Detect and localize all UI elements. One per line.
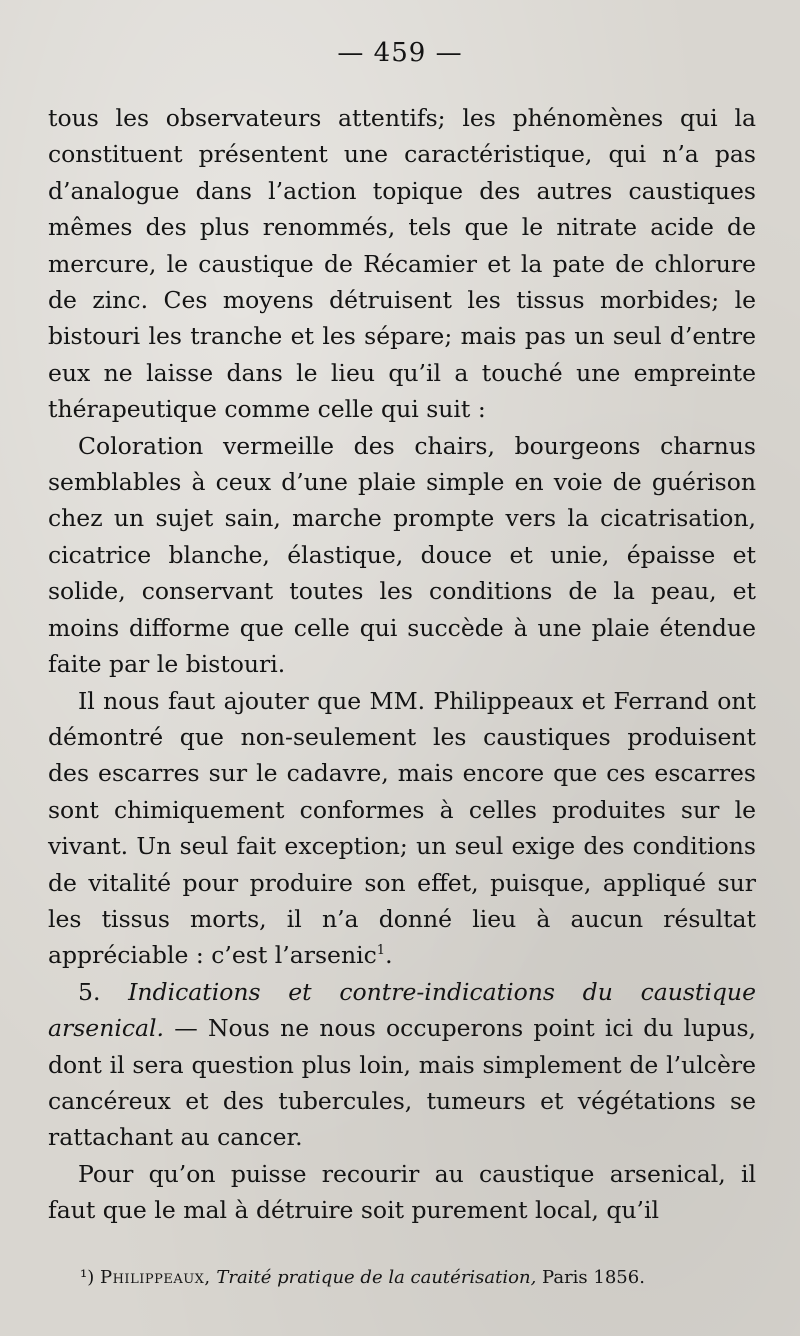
paragraph-continuation — [48, 100, 756, 428]
paragraph-end: . — [385, 941, 393, 970]
footnote-imprint: Paris 1856. — [542, 1267, 645, 1288]
paragraph-text: Il nous faut ajouter que MM. Philippeaux et Ferrand ont démontré que non-seulement les caustiques produisent des escarres sur le cadavre, mais encore que ces escarres sont chimiquement conformes à celles produites sur le vivant. Un seul fait exception; un seul exige des conditions de vitalité pour produire son effet, puisque, appliqué sur les tissus morts, il n’a donné lieu à aucun résultat appréciable : c’est l’arsenic — [48, 686, 756, 970]
section-number: 5. — [78, 977, 129, 1006]
paragraph-philippeaux-ferrand — [48, 683, 756, 974]
footnote-marker: ¹) — [80, 1267, 95, 1288]
paragraph-section-5 — [48, 974, 756, 1156]
section-heading: Indications et contre-indications du caustique arsenical. — [48, 977, 756, 1043]
footnote-author: Philippeaux, — [99, 1267, 211, 1288]
page-number: — 459 — — [337, 38, 463, 68]
paragraph-pour-quon — [48, 1156, 756, 1229]
body-text — [48, 100, 756, 1229]
footnote-title: Traité pratique de la cautérisation, — [216, 1267, 537, 1288]
paragraph-text: tous les observateurs attentifs; les phénomènes qui la constituent présentent une caractéristique, qui n’a pas d’analogue dans l’action topique des autres caustiques mêmes des plus renommés, tels que le nitrate acide de mercure, le caustique de Récamier et la pate de chlorure de zinc. Ces moyens détruisent les tissus morbides; le bistouri les tranche et les sépare; mais pas un seul d’entre eux ne laisse dans le lieu qu’il a touché une empreinte thérapeutique comme celle qui suit : — [48, 104, 756, 424]
paragraph-text: — Nous ne nous occuperons point ici du lupus, dont il sera question plus loin, mais simplement de l’ulcère cancéreux et des tubercules, tumeurs et végétations se rattachant au cancer. — [48, 1014, 756, 1152]
footnote — [80, 1266, 780, 1290]
paragraph-text: Coloration vermeille des chairs, bourgeons charnus semblables à ceux d’une plaie simple en voie de guérison chez un sujet sain, marche prompte vers la cicatrisation, cicatrice blanche, élastique, douce et unie, épaisse et solide, conservant toutes les conditions de la peau, et moins difforme que celle qui succède à une plaie étendue faite par le bistouri. — [48, 431, 756, 679]
paragraph-text: Pour qu’on puisse recourir au caustique arsenical, il faut que le mal à détruire soit purement local, qu’il — [48, 1159, 756, 1225]
paragraph-coloration — [48, 428, 756, 683]
footnote-reference: 1 — [376, 943, 386, 959]
